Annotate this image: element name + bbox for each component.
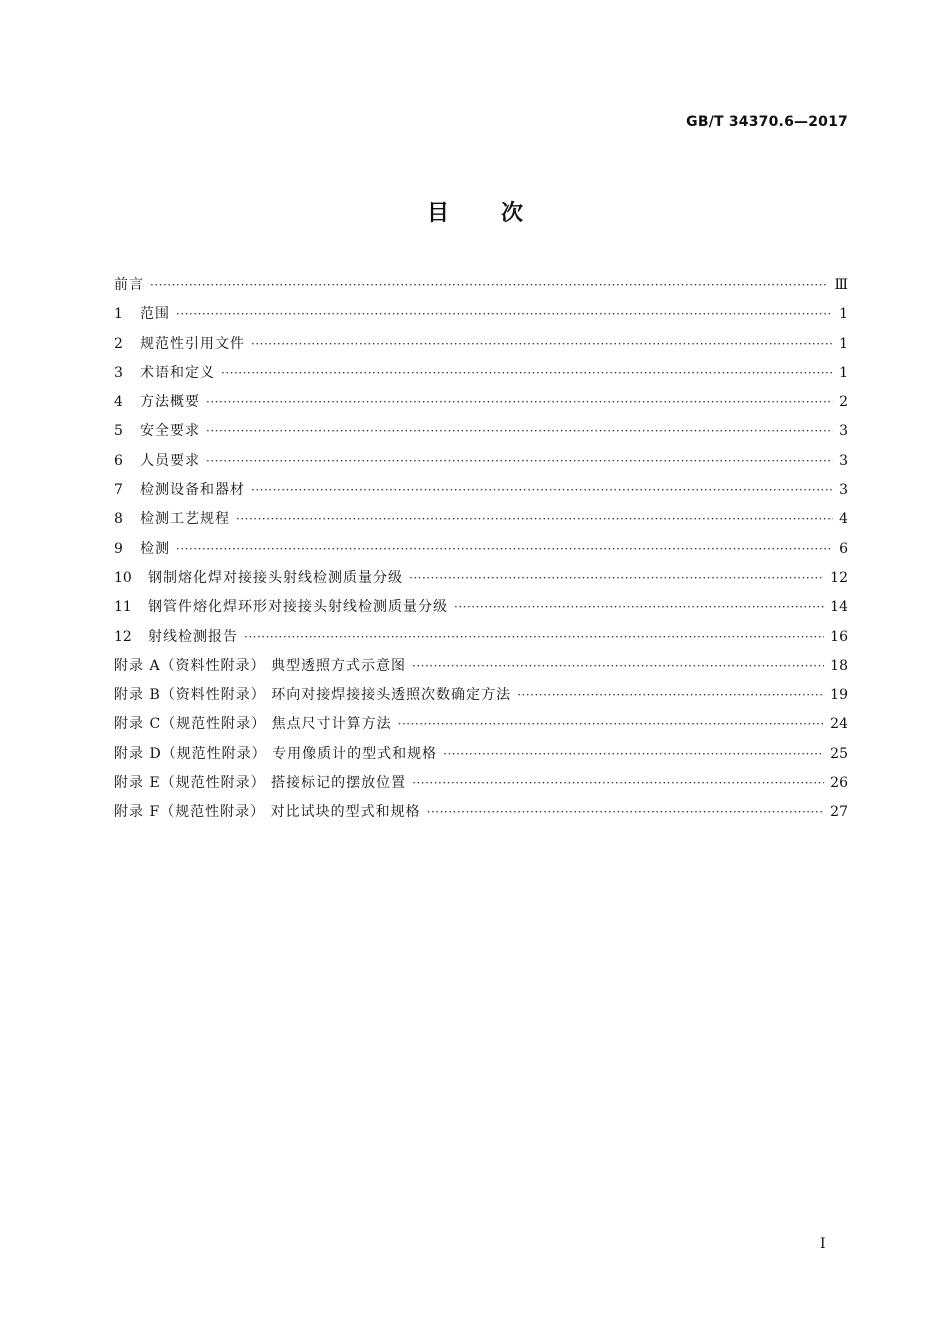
toc-entry-label: 附录 B（资料性附录） 环向对接焊接接头透照次数确定方法 xyxy=(114,687,512,704)
toc-entry-label: 安全要求 xyxy=(140,423,200,440)
toc-entry-page: 1 xyxy=(839,364,848,381)
toc-entry-page: Ⅲ xyxy=(834,277,848,293)
toc-entry[interactable] xyxy=(114,271,848,300)
page-title: 目次 xyxy=(426,201,575,226)
toc-entry-page: 14 xyxy=(830,599,848,616)
toc-leader-dots xyxy=(150,271,828,300)
toc-entry-number: 12 xyxy=(114,628,132,645)
toc-entry-page: 2 xyxy=(839,394,848,411)
toc-leader-dots xyxy=(236,505,833,534)
toc-entry[interactable] xyxy=(114,476,848,505)
toc-leader-dots xyxy=(206,388,833,417)
toc-entry-page: 1 xyxy=(839,335,848,352)
toc-entry-number: 11 xyxy=(114,599,132,616)
toc-entry-number: 7 xyxy=(114,482,123,499)
toc-entry[interactable] xyxy=(114,769,848,798)
toc-entry-label: 附录 D（规范性附录） 专用像质计的型式和规格 xyxy=(114,745,438,762)
toc-entry-label: 前言 xyxy=(114,277,144,293)
toc-entry[interactable] xyxy=(114,417,848,446)
toc-leader-dots xyxy=(412,769,824,798)
toc-entry-page: 3 xyxy=(839,452,848,469)
toc-entry-label: 检测工艺规程 xyxy=(140,511,230,528)
toc-entry-page: 24 xyxy=(830,716,848,733)
toc-entry-page: 1 xyxy=(839,306,848,323)
toc-entry-number: 5 xyxy=(114,423,123,440)
standard-code: GB/T 34370.6—2017 xyxy=(686,114,848,130)
toc-entry-label: 术语和定义 xyxy=(140,364,215,381)
toc-entry-page: 16 xyxy=(830,628,848,645)
toc-leader-dots xyxy=(206,447,833,476)
toc-entry[interactable] xyxy=(114,535,848,564)
toc-entry-label: 规范性引用文件 xyxy=(140,335,245,352)
toc-entry[interactable] xyxy=(114,623,848,652)
toc-entry[interactable] xyxy=(114,505,848,534)
toc-entry-number: 8 xyxy=(114,511,123,528)
toc-entry-label: 附录 A（资料性附录） 典型透照方式示意图 xyxy=(114,657,407,674)
toc-entry[interactable] xyxy=(114,710,848,739)
toc-leader-dots xyxy=(517,681,824,710)
toc-entry-number: 3 xyxy=(114,364,123,381)
toc-entry[interactable] xyxy=(114,447,848,476)
toc-entry-number: 9 xyxy=(114,540,123,557)
toc-leader-dots xyxy=(398,710,825,739)
toc-entry[interactable] xyxy=(114,564,848,593)
toc-entry[interactable] xyxy=(114,652,848,681)
toc-entry[interactable] xyxy=(114,300,848,329)
toc-entry-number: 4 xyxy=(114,394,123,411)
page-number: I xyxy=(820,1236,826,1252)
toc-entry-page: 12 xyxy=(830,569,848,586)
toc-entry-page: 27 xyxy=(830,804,848,821)
toc-entry-label: 附录 E（规范性附录） 搭接标记的摆放位置 xyxy=(114,775,407,792)
toc-entry-label: 附录 F（规范性附录） 对比试块的型式和规格 xyxy=(114,804,421,821)
toc-entry[interactable] xyxy=(114,740,848,769)
toc-entry-page: 25 xyxy=(830,745,848,762)
toc-entry-label: 方法概要 xyxy=(140,394,200,411)
toc-entry-number: 6 xyxy=(114,452,123,469)
toc-leader-dots xyxy=(244,623,824,652)
toc-entry-page: 26 xyxy=(830,775,848,792)
toc-entry-page: 6 xyxy=(839,540,848,557)
toc-entry[interactable] xyxy=(114,359,848,388)
toc-entry-number: 10 xyxy=(114,569,132,586)
toc-entry-label: 人员要求 xyxy=(140,452,200,469)
toc-entry[interactable] xyxy=(114,330,848,359)
toc-entry-page: 18 xyxy=(830,657,848,674)
toc-leader-dots xyxy=(251,476,833,505)
toc-entry-label: 钢制熔化焊对接接头射线检测质量分级 xyxy=(148,569,403,586)
toc-leader-dots xyxy=(454,593,824,622)
toc-entry-label: 射线检测报告 xyxy=(148,628,238,645)
toc-entry-label: 范围 xyxy=(140,306,170,323)
toc-entry-label: 附录 C（规范性附录） 焦点尺寸计算方法 xyxy=(114,716,392,733)
toc-leader-dots xyxy=(409,564,824,593)
toc-entry-page: 3 xyxy=(839,423,848,440)
toc-entry-page: 3 xyxy=(839,482,848,499)
toc-entry-page: 4 xyxy=(839,511,848,528)
toc-entry-number: 1 xyxy=(114,306,123,323)
toc-leader-dots xyxy=(206,417,833,446)
toc-entry-page: 19 xyxy=(830,687,848,704)
toc-entry[interactable] xyxy=(114,681,848,710)
toc-entry[interactable] xyxy=(114,388,848,417)
toc-leader-dots xyxy=(251,330,833,359)
toc-entry-label: 钢管件熔化焊环形对接接头射线检测质量分级 xyxy=(148,599,448,616)
toc-entry-label: 检测 xyxy=(140,540,170,557)
toc-list xyxy=(114,271,848,828)
toc-leader-dots xyxy=(412,652,824,681)
toc-leader-dots xyxy=(443,740,824,769)
toc-entry[interactable] xyxy=(114,798,848,827)
toc-leader-dots xyxy=(427,798,825,827)
toc-leader-dots xyxy=(176,300,833,329)
toc-leader-dots xyxy=(221,359,833,388)
toc-leader-dots xyxy=(176,535,833,564)
toc-entry-label: 检测设备和器材 xyxy=(140,482,245,499)
toc-entry[interactable] xyxy=(114,593,848,622)
toc-entry-number: 2 xyxy=(114,335,123,352)
